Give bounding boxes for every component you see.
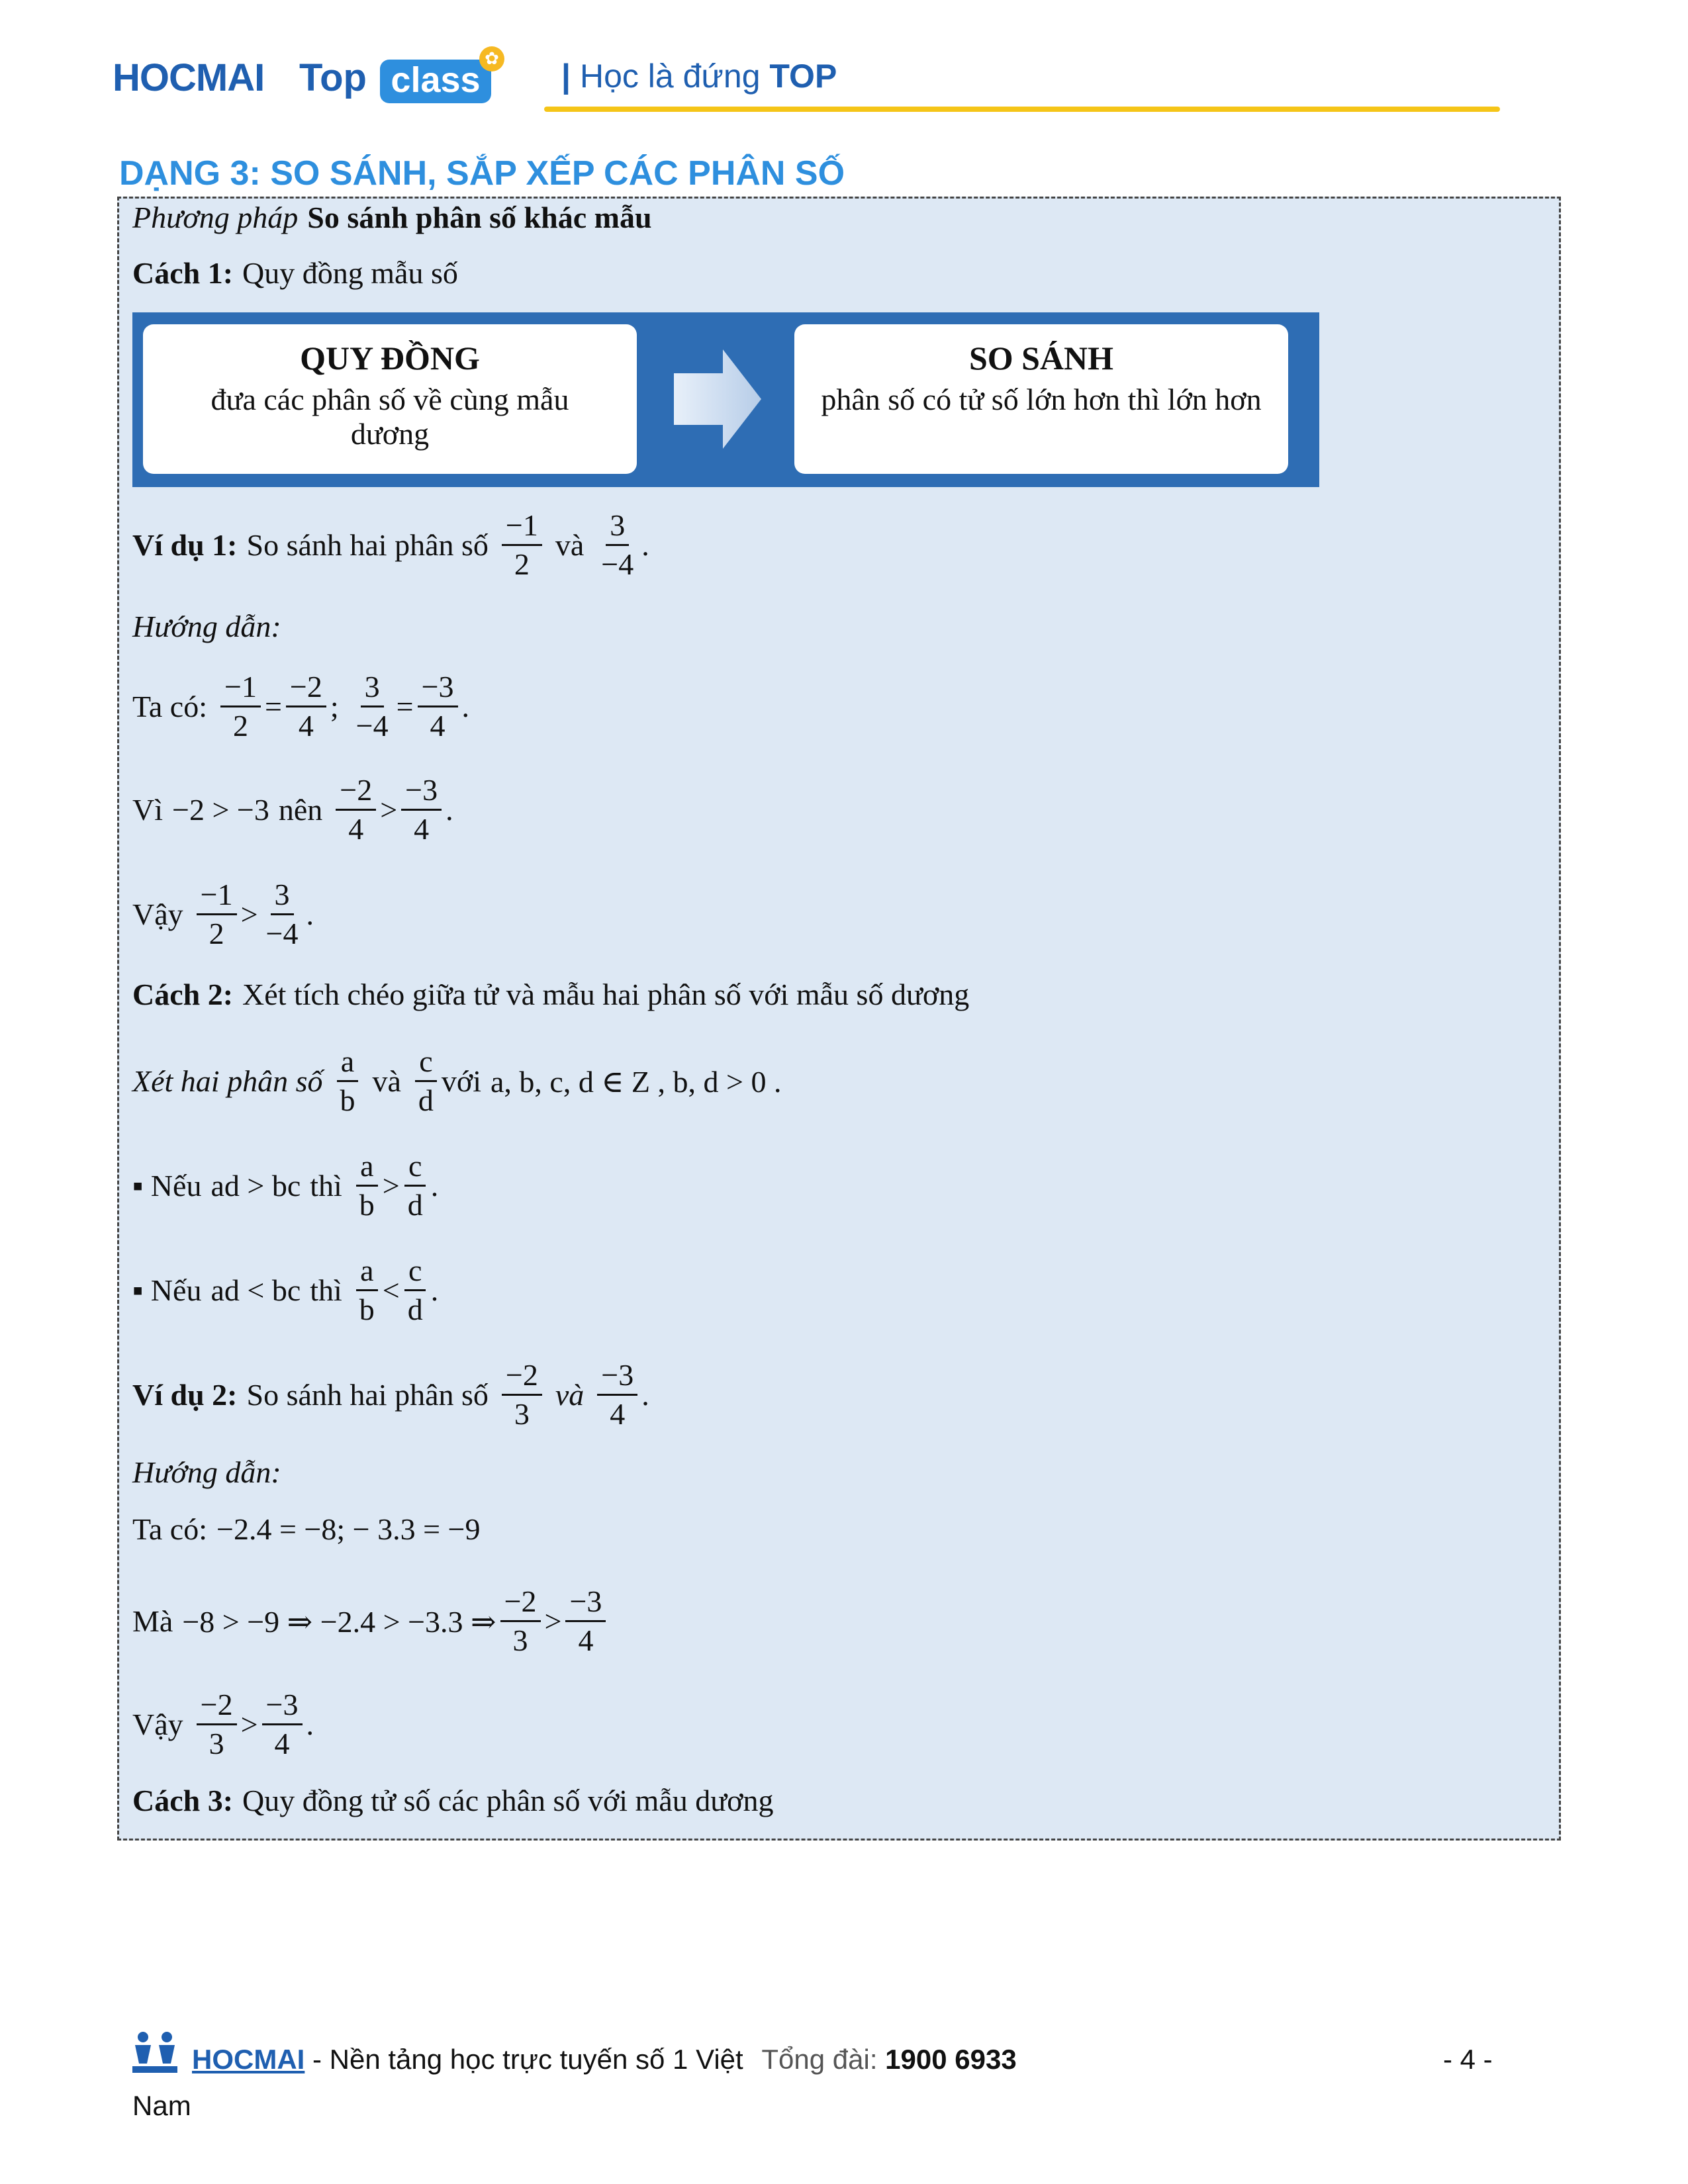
fraction-den: −4 bbox=[265, 917, 299, 951]
fraction-den: 3 bbox=[209, 1727, 224, 1761]
fraction-den: b bbox=[359, 1293, 375, 1327]
fraction-den: 4 bbox=[414, 812, 430, 846]
rule1-then: thì bbox=[310, 1169, 342, 1203]
footer-continuation: Nam bbox=[132, 2090, 191, 2121]
fraction bbox=[414, 1043, 438, 1119]
fraction-num: 3 bbox=[271, 876, 294, 915]
fraction bbox=[355, 1148, 379, 1224]
cach1-text: Quy đồng mẫu số bbox=[242, 256, 458, 290]
fraction-num: a bbox=[356, 1252, 377, 1291]
fraction-den: b bbox=[340, 1083, 355, 1118]
guide2-heading bbox=[132, 1455, 281, 1490]
fraction bbox=[404, 1148, 427, 1224]
fraction-num: −1 bbox=[197, 876, 237, 915]
guide1-vay-line: Vậy $\frac{-1}{2}$ > $\frac{3}{-4}$ . bbox=[132, 876, 314, 952]
fraction-num: −2 bbox=[502, 1357, 542, 1396]
fraction-num: −1 bbox=[502, 507, 542, 546]
logo-star-icon: ✿ bbox=[479, 46, 504, 71]
fraction bbox=[286, 668, 326, 745]
fraction-den: 3 bbox=[514, 1397, 530, 1432]
hocmai-footer-logo-icon bbox=[130, 2029, 180, 2075]
fraction bbox=[404, 1252, 427, 1328]
taco2-label: Ta có: bbox=[132, 1512, 208, 1546]
fraction-num: −3 bbox=[418, 668, 458, 707]
fraction bbox=[197, 1686, 237, 1762]
fraction-num: −2 bbox=[286, 668, 326, 707]
method-diagram bbox=[132, 312, 1319, 487]
rule2-line: ▪ Nếu ad < bc thì $\frac{a}{b}$ < $\frac{c}{d}$ . bbox=[132, 1252, 438, 1328]
vi-then: nên bbox=[278, 793, 323, 827]
footer-brand-link[interactable]: HOCMAI bbox=[192, 2044, 305, 2075]
example2-line: Ví dụ 2: So sánh hai phân số $\frac{-2}{3}$ và $\frac{-3}{4}$ . bbox=[132, 1357, 649, 1433]
fraction bbox=[355, 1252, 379, 1328]
vi-condition: −2 > −3 bbox=[172, 793, 269, 827]
fraction-num: −2 bbox=[336, 772, 376, 811]
fraction-num: −3 bbox=[262, 1686, 303, 1725]
definition-with: với bbox=[441, 1064, 482, 1099]
example2-text: So sánh hai phân số bbox=[246, 1378, 489, 1412]
fraction bbox=[418, 668, 458, 745]
diagram-left-sub: đưa các phân số về cùng mẫu dương bbox=[211, 383, 569, 451]
footer-text bbox=[192, 2044, 1017, 2075]
example1-and: và bbox=[555, 528, 585, 563]
tagline-prefix: Học là đứng bbox=[580, 58, 761, 95]
method-title: So sánh phân số khác mẫu bbox=[307, 201, 652, 234]
method-line bbox=[132, 200, 652, 235]
definition-and: và bbox=[372, 1064, 401, 1099]
diagram-left-title: QUY ĐỒNG bbox=[300, 340, 480, 377]
diagram-right-sub: phân số có tử số lớn hơn thì lớn hơn bbox=[821, 383, 1262, 416]
rule2-then: thì bbox=[310, 1273, 342, 1308]
rule1-line: ▪ Nếu ad > bc thì $\frac{a}{b}$ > $\frac{c}{d}$ . bbox=[132, 1148, 438, 1224]
cach2-line bbox=[132, 977, 969, 1012]
fraction-den: 4 bbox=[578, 1623, 594, 1658]
rule1-condition: ad > bc bbox=[211, 1169, 301, 1203]
vi-label: Vì bbox=[132, 793, 163, 827]
cach2-definition bbox=[132, 1043, 781, 1119]
tagline-strong: TOP bbox=[769, 58, 837, 95]
fraction-num: −1 bbox=[220, 668, 261, 707]
arrow-right-icon bbox=[674, 349, 761, 449]
guide1-heading bbox=[132, 609, 281, 644]
footer-description: - Nền tảng học trực tuyến số 1 Việt bbox=[305, 2044, 743, 2075]
fraction-den: 2 bbox=[209, 917, 224, 951]
diagram-right-title: SO SÁNH bbox=[968, 340, 1114, 377]
definition-text: Xét hai phân số bbox=[132, 1064, 323, 1099]
cach3-text: Quy đồng tử số các phân số với mẫu dương bbox=[242, 1784, 774, 1817]
guide2-label: Hướng dẫn: bbox=[132, 1455, 281, 1489]
fraction bbox=[500, 1583, 541, 1659]
fraction bbox=[502, 1357, 542, 1433]
example1-label: Ví dụ 1: bbox=[132, 528, 238, 563]
fraction bbox=[220, 668, 261, 745]
fraction-num: −2 bbox=[500, 1583, 541, 1622]
cach3-line bbox=[132, 1783, 774, 1818]
fraction bbox=[336, 772, 376, 848]
fraction-num: −3 bbox=[401, 772, 442, 811]
fraction-den: −4 bbox=[355, 709, 389, 743]
guide1-taco-line: Ta có: $\frac{-1}{2}$ = $\frac{-2}{4}$ ; $\frac{3}{-4}$ = $\frac{-3}{4}$ . bbox=[132, 668, 469, 745]
fraction-den: −4 bbox=[601, 547, 634, 582]
fraction-den: b bbox=[359, 1188, 375, 1222]
example1-line: Ví dụ 1: So sánh hai phân số $\frac{-1}{2}$ và $\frac{3}{-4}$ . bbox=[132, 507, 649, 583]
fraction-den: 4 bbox=[610, 1397, 626, 1432]
fraction-den: 4 bbox=[298, 709, 314, 743]
fraction bbox=[401, 772, 442, 848]
section-title: DẠNG 3: SO SÁNH, SẮP XẾP CÁC PHÂN SỐ bbox=[119, 154, 845, 193]
cach1-label: Cách 1: bbox=[132, 256, 234, 290]
fraction bbox=[352, 668, 393, 745]
fraction-den: d bbox=[418, 1083, 434, 1118]
fraction-den: 3 bbox=[512, 1623, 528, 1658]
fraction-num: −3 bbox=[565, 1583, 606, 1622]
fraction-den: d bbox=[407, 1188, 423, 1222]
fraction-num: a bbox=[356, 1148, 377, 1187]
diagram-box-quy-dong bbox=[143, 324, 637, 474]
fraction-num: a bbox=[337, 1043, 358, 1082]
fraction-num: −2 bbox=[197, 1686, 237, 1725]
fraction-den: 2 bbox=[514, 547, 530, 582]
fraction-num: c bbox=[415, 1043, 436, 1082]
vay-label: Vậy bbox=[132, 897, 183, 932]
logo-top-text: Top bbox=[299, 56, 367, 99]
example2-and: và bbox=[555, 1378, 585, 1412]
tagline: | Học là đứng TOP bbox=[561, 58, 837, 95]
fraction-den: 4 bbox=[348, 812, 364, 846]
rule2-prefix: ▪ Nếu bbox=[132, 1273, 202, 1308]
fraction bbox=[565, 1583, 606, 1659]
fraction-num: c bbox=[404, 1252, 426, 1291]
fraction bbox=[197, 876, 237, 952]
logo-class-badge: class bbox=[380, 60, 491, 103]
cach2-label: Cách 2: bbox=[132, 978, 234, 1011]
taco2-expression: −2.4 = −8; − 3.3 = −9 bbox=[216, 1512, 481, 1546]
fraction-num: 3 bbox=[606, 507, 629, 546]
ma-label: Mà bbox=[132, 1604, 173, 1639]
fraction bbox=[597, 507, 637, 583]
vay2-label: Vậy bbox=[132, 1707, 183, 1742]
fraction-den: 4 bbox=[274, 1727, 290, 1761]
fraction-den: 4 bbox=[430, 709, 445, 743]
fraction bbox=[262, 876, 303, 952]
rule2-condition: ad < bc bbox=[211, 1273, 301, 1308]
fraction-num: −3 bbox=[597, 1357, 637, 1396]
guide2-ma-line: Mà −8 > −9 ⇒ −2.4 > −3.3 ⇒ $\frac{-2}{3}$ > $\frac{-3}{4}$ bbox=[132, 1583, 610, 1659]
guide2-taco-line bbox=[132, 1512, 480, 1547]
fraction bbox=[597, 1357, 637, 1433]
guide1-vi-line: Vì −2 > −3 nên $\frac{-2}{4}$ > $\frac{-3}{4}$ . bbox=[132, 772, 453, 848]
taco-label: Ta có: bbox=[132, 690, 208, 724]
fraction-num: 3 bbox=[361, 668, 384, 707]
example2-label: Ví dụ 2: bbox=[132, 1378, 238, 1412]
footer-hotline-label: Tổng đài: bbox=[761, 2044, 878, 2075]
definition-condition: a, b, c, d ∈ Z , b, d > 0 . bbox=[491, 1064, 782, 1099]
rule1-operator: > bbox=[382, 1169, 400, 1203]
rule1-prefix: ▪ Nếu bbox=[132, 1169, 202, 1203]
rule2-operator: < bbox=[382, 1273, 400, 1308]
fraction bbox=[262, 1686, 303, 1762]
fraction-num: c bbox=[404, 1148, 426, 1187]
footer-hotline: 1900 6933 bbox=[885, 2044, 1017, 2075]
guide2-vay-line: Vậy $\frac{-2}{3}$ > $\frac{-3}{4}$ . bbox=[132, 1686, 314, 1762]
page-number: - 4 - bbox=[1443, 2044, 1493, 2075]
cach1-line bbox=[132, 255, 458, 291]
ma-expression: −8 > −9 ⇒ −2.4 > −3.3 ⇒ bbox=[182, 1604, 496, 1639]
fraction-den: 2 bbox=[232, 709, 248, 743]
example1-text: So sánh hai phân số bbox=[246, 528, 489, 563]
fraction bbox=[502, 507, 542, 583]
fraction-den: d bbox=[407, 1293, 423, 1327]
cach3-label: Cách 3: bbox=[132, 1784, 234, 1817]
guide1-label: Hướng dẫn: bbox=[132, 610, 281, 643]
fraction bbox=[336, 1043, 359, 1119]
cach2-text: Xét tích chéo giữa tử và mẫu hai phân số với mẫu số dương bbox=[242, 978, 970, 1011]
logo-hocmai-text: HOCMAI bbox=[113, 56, 265, 99]
diagram-box-so-sanh bbox=[794, 324, 1288, 474]
header-divider bbox=[544, 107, 1500, 112]
method-label: Phương pháp bbox=[132, 201, 299, 234]
